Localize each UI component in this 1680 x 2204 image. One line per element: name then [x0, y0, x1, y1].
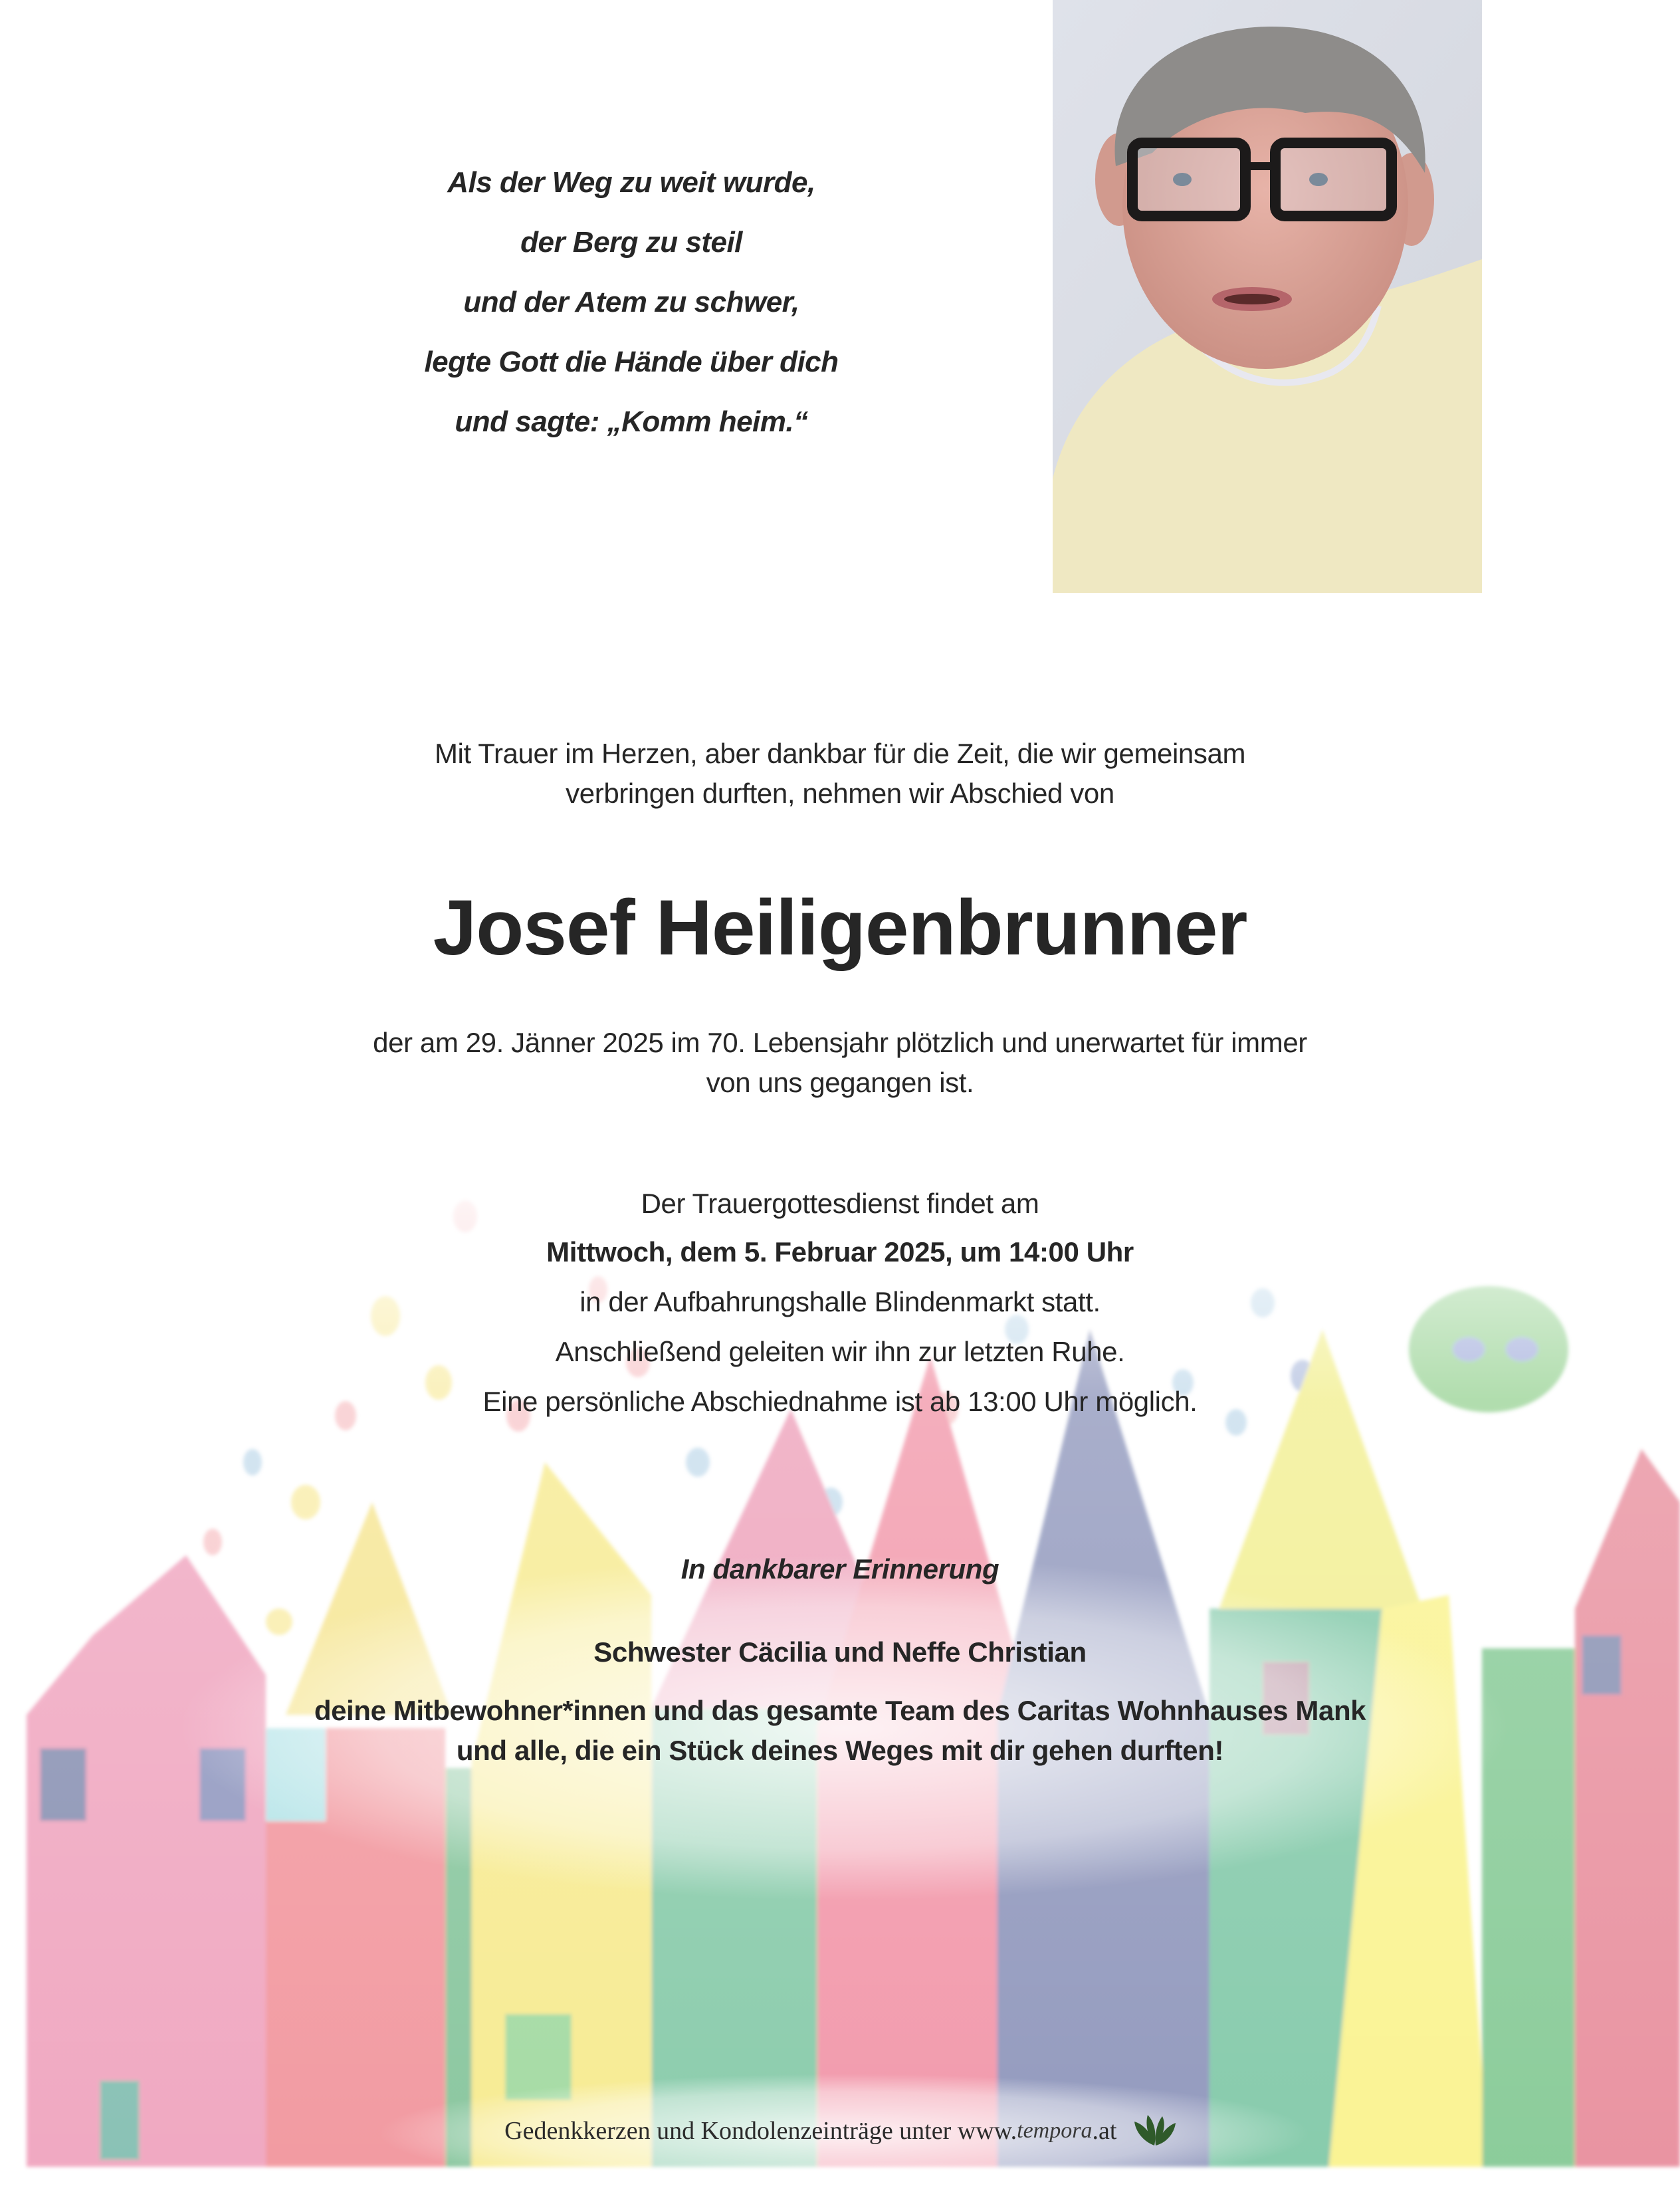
service-date-time: Mittwoch, dem 5. Februar 2025, um 14:00 Uhr	[546, 1236, 1134, 1267]
poem-line: der Berg zu steil	[520, 226, 742, 259]
footer-text: Gedenkkerzen und Kondolenzeinträge unter www.	[504, 2117, 1017, 2145]
portrait-illustration	[1053, 0, 1482, 593]
mourners-line-2: und alle, die ein Stück deines Weges mit dir gehen durften!	[456, 1735, 1224, 1766]
service-burial: Anschließend geleiten wir ihn zur letzten Ruhe.	[555, 1336, 1125, 1367]
footer	[0, 2115, 1680, 2147]
death-line-2: von uns gegangen ist.	[706, 1067, 974, 1098]
intro-line-2: verbringen durften, nehmen wir Abschied von	[566, 778, 1114, 809]
service-viewing: Eine persönliche Abschiednahme ist ab 13:00 Uhr möglich.	[482, 1386, 1198, 1417]
poem-line: legte Gott die Hände über dich	[424, 346, 839, 378]
mourners-heading: In dankbarer Erinnerung	[681, 1553, 999, 1585]
poem-line: und sagte: „Komm heim.“	[455, 405, 808, 438]
intro-line-1: Mit Trauer im Herzen, aber dankbar für die Zeit, die wir gemeinsam	[434, 738, 1246, 769]
poem	[372, 153, 891, 452]
deceased-name: Josef Heiligenbrunner	[433, 884, 1247, 972]
poem-line: und der Atem zu schwer,	[463, 286, 799, 318]
service-location: in der Aufbahrungshalle Blindenmarkt statt.	[579, 1286, 1101, 1317]
death-line-1: der am 29. Jänner 2025 im 70. Lebensjahr plötzlich und unerwartet für immer	[373, 1027, 1307, 1058]
mourners-family: Schwester Cäcilia und Neffe Christian	[593, 1636, 1087, 1668]
service-intro: Der Trauergottesdienst findet am	[641, 1188, 1039, 1219]
mourners-line-1: deine Mitbewohner*innen und das gesamte Team des Caritas Wohnhauses Mank	[314, 1695, 1366, 1726]
footer-link-tld[interactable]: .at	[1092, 2117, 1117, 2145]
footer-link-brand[interactable]: tempora	[1017, 2118, 1093, 2143]
poem-line: Als der Weg zu weit wurde,	[447, 166, 815, 199]
portrait-photo	[1053, 0, 1482, 593]
leaf-logo-icon	[1134, 2115, 1176, 2147]
